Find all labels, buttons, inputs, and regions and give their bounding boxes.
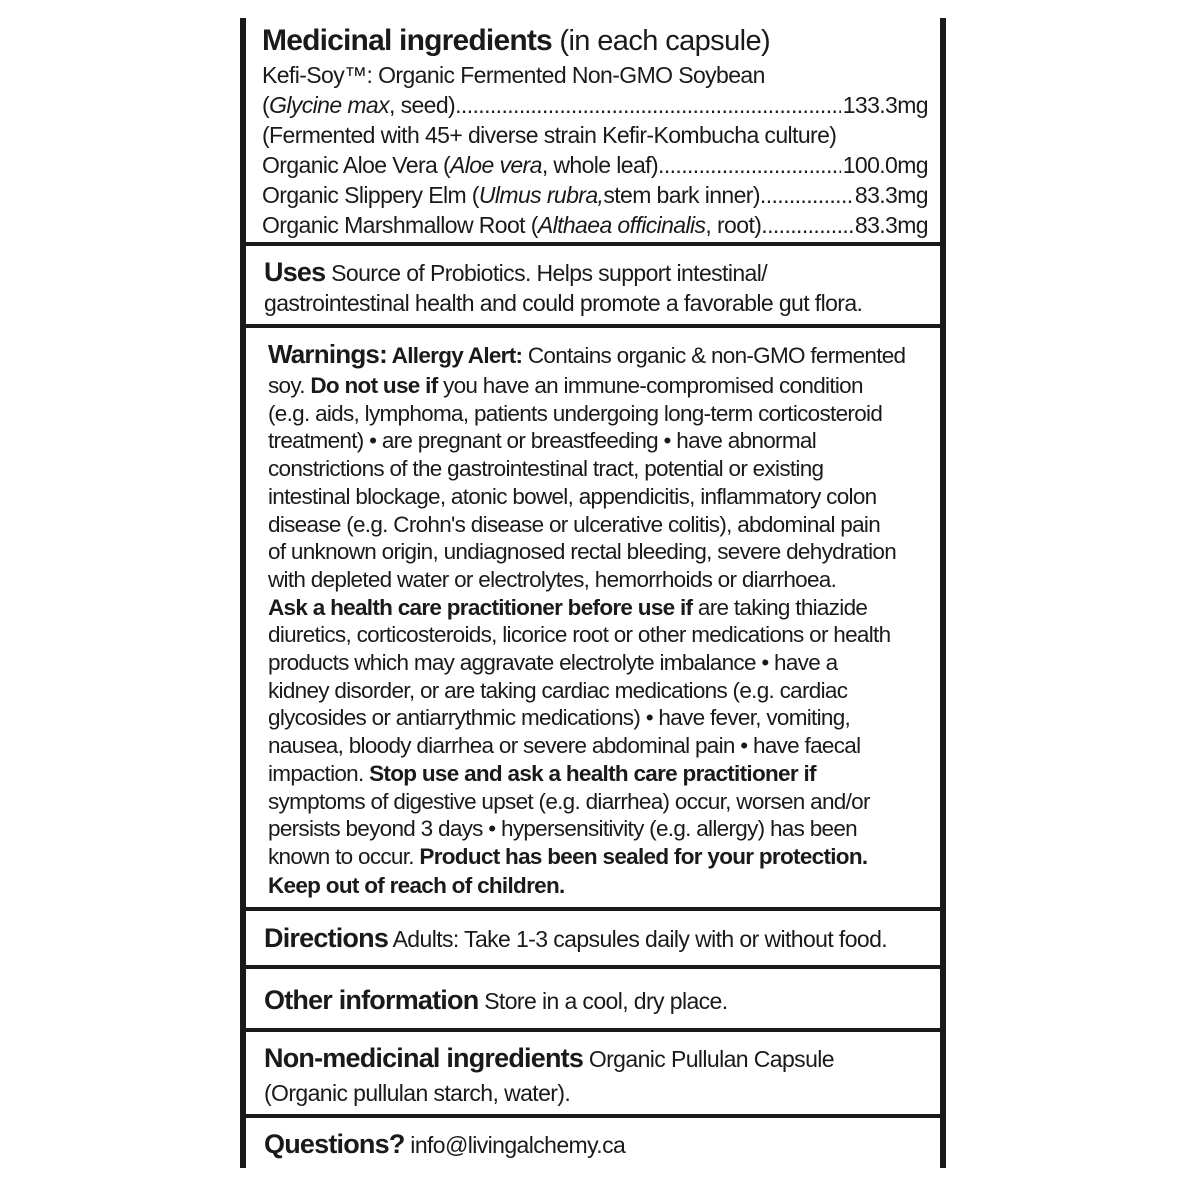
aloe-latin: Aloe vera: [450, 152, 542, 178]
questions-title: Questions?: [264, 1129, 405, 1159]
aloe-amount: 100.0mg: [842, 152, 928, 178]
ingredient-row-soy: [262, 90, 928, 120]
questions-line: [264, 1126, 932, 1163]
warnings-line: [268, 760, 932, 788]
uses-text-1: Source of Probiotics. Helps support intestinal/: [325, 260, 768, 286]
product-label-panel: [240, 18, 946, 1168]
soy-latin: Glycine max: [269, 92, 389, 118]
warnings-line: nausea, bloody diarrhea or severe abdominal pain • have faecal: [268, 733, 861, 759]
warnings-line: with depleted water or electrolytes, hemorrhoids or diarrhoea.: [268, 566, 837, 592]
warnings-line: [268, 338, 932, 372]
soy-open: (: [262, 92, 270, 118]
aloe-name: Organic Aloe Vera (: [262, 152, 451, 178]
ingredient-row-marshmallow: [262, 210, 928, 240]
aloe-rest: , whole leaf): [541, 152, 659, 178]
warnings-text: impaction.: [268, 760, 370, 786]
warnings-text: are taking thiazide: [692, 594, 868, 620]
warnings-line: constrictions of the gastrointestinal tract, potential or existing: [268, 456, 824, 482]
ingredient-row-aloe: [262, 150, 928, 180]
marsh-amount: 83.3mg: [854, 212, 928, 238]
medicinal-ingredients-heading: [262, 22, 932, 61]
warnings-line: of unknown origin, undiagnosed rectal bleeding, severe dehydration: [268, 539, 897, 565]
warnings-line: treatment) • are pregnant or breastfeeding • have abnormal: [268, 428, 816, 454]
warnings-line: disease (e.g. Crohn's disease or ulcerative colitis), abdominal pain: [268, 511, 881, 537]
warnings-line: kidney disorder, or are taking cardiac medications (e.g. cardiac: [268, 677, 848, 703]
section-divider: [246, 1114, 940, 1118]
fermented-note: (Fermented with 45+ diverse strain Kefir-Kombucha culture): [262, 122, 837, 148]
section-divider: [246, 242, 940, 246]
section-divider: [246, 1028, 940, 1032]
soy-amount: 133.3mg: [842, 92, 928, 118]
uses-line-2: gastrointestinal health and could promote a favorable gut flora.: [264, 290, 863, 316]
sealed-notice: Product has been sealed for your protection.: [419, 843, 868, 869]
warnings-text: soy.: [268, 373, 311, 398]
elm-latin: Ulmus rubra,: [478, 182, 604, 208]
directions-text: Adults: Take 1-3 capsules daily with or without food.: [388, 926, 888, 952]
warnings-line: glycosides or antiarrythmic medications) • have fever, vomiting,: [268, 705, 851, 731]
non-medicinal-text: Organic Pullulan Capsule: [583, 1046, 834, 1072]
soy-rest: , seed): [389, 92, 456, 118]
other-information-text: Store in a cool, dry place.: [478, 988, 728, 1014]
ingredient-row-elm: [262, 180, 928, 210]
marsh-rest: , root): [705, 212, 762, 238]
warnings-line: intestinal blockage, atonic bowel, appendicitis, inflammatory colon: [268, 483, 877, 509]
uses-section: [264, 256, 932, 317]
do-not-use-label: Do not use if: [310, 373, 438, 398]
medicinal-ingredients-section: [262, 22, 932, 240]
questions-section: [264, 1126, 932, 1163]
leader-dots: [658, 150, 841, 180]
other-information-section: [264, 982, 932, 1019]
other-information-title: Other information: [264, 985, 479, 1015]
section-divider: [246, 965, 940, 969]
non-medicinal-line-2: (Organic pullulan starch, water).: [264, 1080, 571, 1106]
directions-title: Directions: [264, 923, 389, 953]
allergy-alert-label: Allergy Alert:: [386, 343, 523, 368]
warnings-title: Warnings:: [268, 339, 387, 369]
warnings-section: [268, 338, 932, 901]
elm-name: Organic Slippery Elm (: [262, 182, 479, 208]
section-divider: [246, 907, 940, 911]
warnings-text: you have an immune-compromised condition: [437, 373, 863, 398]
warnings-line: symptoms of digestive upset (e.g. diarrhea) occur, worsen and/or: [268, 788, 870, 814]
keep-out-of-reach: Keep out of reach of children.: [268, 872, 565, 898]
kefi-soy-line: Kefi-Soy™: Organic Fermented Non-GMO Soybean: [262, 62, 765, 88]
warnings-text: Contains organic & non-GMO fermented: [522, 343, 906, 368]
marsh-latin: Althaea officinalis: [537, 212, 706, 238]
leader-dots: [760, 180, 853, 210]
elm-rest: stem bark inner): [603, 182, 760, 208]
medicinal-title-suffix: (in each capsule): [551, 25, 771, 57]
leader-dots: [761, 210, 853, 240]
elm-amount: 83.3mg: [854, 182, 928, 208]
warnings-line: products which may aggravate electrolyte imbalance • have a: [268, 650, 838, 676]
uses-title: Uses: [264, 257, 326, 287]
warnings-line: [268, 843, 932, 871]
medicinal-title: Medicinal ingredients: [262, 24, 552, 57]
stop-use-label: Stop use and ask a health care practitioner if: [369, 760, 816, 786]
warnings-line: [268, 372, 932, 400]
marsh-name: Organic Marshmallow Root (: [262, 212, 538, 238]
warnings-line: (e.g. aids, lymphoma, patients undergoing long-term corticosteroid: [268, 400, 883, 426]
warnings-line: persists beyond 3 days • hypersensitivity (e.g. allergy) has been: [268, 816, 857, 842]
warnings-line: [268, 594, 932, 622]
section-divider: [246, 324, 940, 328]
contact-email: info@livingalchemy.ca: [404, 1132, 626, 1158]
non-medicinal-title: Non-medicinal ingredients: [264, 1043, 584, 1073]
warnings-text: known to occur.: [268, 843, 420, 869]
directions-section: [264, 920, 932, 957]
leader-dots: [455, 90, 841, 120]
directions-line: [264, 920, 932, 957]
other-information-line: [264, 982, 932, 1019]
non-medicinal-line-1: [264, 1040, 932, 1077]
warnings-line: diuretics, corticosteroids, licorice root or other medications or health: [268, 622, 891, 648]
non-medicinal-section: [264, 1040, 932, 1109]
ask-practitioner-label: Ask a health care practitioner before use if: [268, 594, 693, 620]
uses-line-1: [264, 256, 932, 289]
